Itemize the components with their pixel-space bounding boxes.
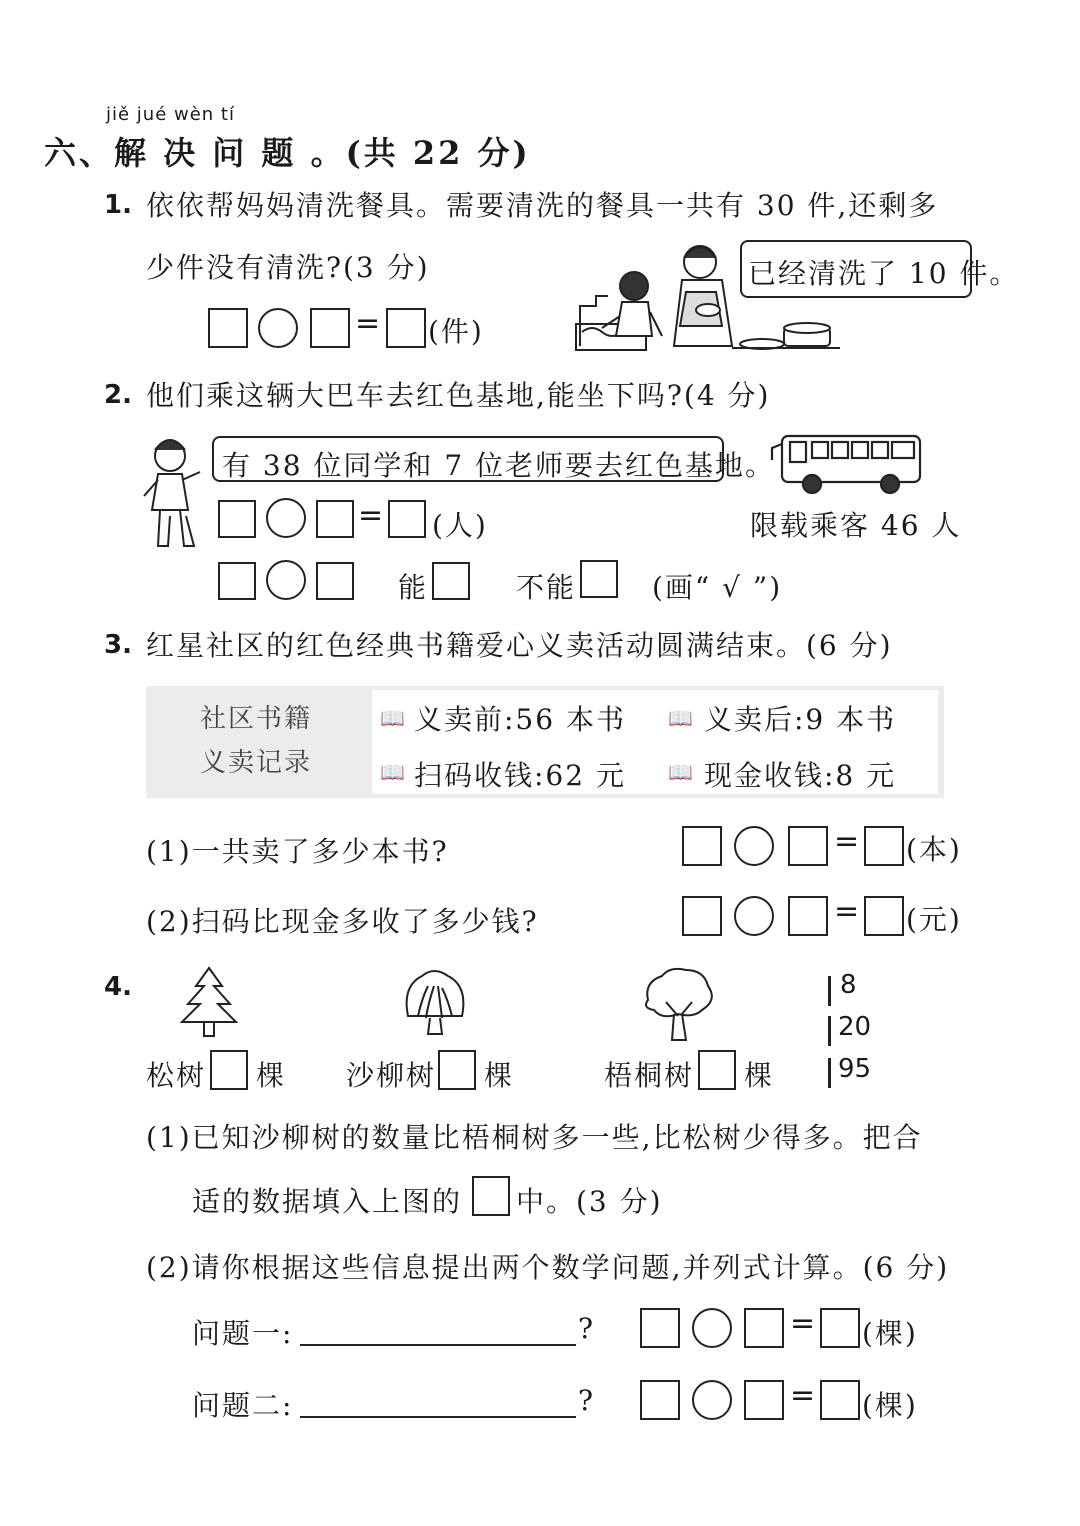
q4-sub2: (2)请你根据这些信息提出两个数学问题,并列式计算。(6 分) [146,1251,950,1284]
record-scan: 扫码收钱:62 元 [414,759,626,792]
q4-sub1-line1: (1)已知沙柳树的数量比梧桐树多一些,比松树少得多。把合 [146,1121,923,1154]
q2-text: 他们乘这辆大巴车去红色基地,能坐下吗?(4 分) [146,379,771,412]
equals-sign: = [355,306,381,341]
q3-number: 3. [104,630,132,660]
measure-word: 棵 [744,1059,775,1092]
operator-circle[interactable] [692,1308,732,1348]
answer-box[interactable] [386,308,426,348]
question-one-line[interactable] [300,1342,576,1346]
question-mark: ? [578,1312,596,1345]
operator-circle[interactable] [734,896,774,936]
answer-box[interactable] [218,500,256,538]
willow-count-box[interactable] [438,1050,476,1090]
answer-box[interactable] [208,308,248,348]
q1-speech-text: 已经清洗了 10 件。 [748,257,1020,290]
answer-box[interactable] [218,562,256,600]
q1-unit: (件) [428,315,484,348]
q1-line2: 少件没有清洗?(3 分) [146,251,430,284]
tree-label-pine: 松树 [146,1059,207,1092]
answer-box[interactable] [640,1380,680,1420]
paulownia-tree-icon [640,966,716,1042]
answer-box[interactable] [744,1308,784,1348]
q4-unit: (棵) [862,1389,918,1422]
answer-box[interactable] [864,896,904,936]
answer-box[interactable] [820,1380,860,1420]
answer-box[interactable] [682,896,722,936]
record-title-line2: 义卖记录 [200,748,313,778]
measure-word: 棵 [484,1059,515,1092]
willow-tree-icon [400,966,470,1038]
pine-tree-icon [176,966,242,1038]
answer-box[interactable] [864,826,904,866]
value-option: 20 [838,1012,872,1042]
value-option: 95 [838,1054,872,1084]
operator-circle[interactable] [258,308,298,348]
q4-unit: (棵) [862,1317,918,1350]
bus-icon [768,430,924,496]
q3-unit1: (本) [906,833,962,866]
section-title: 六、解 决 问 题 。(共 22 分) [44,134,531,172]
can-checkbox[interactable] [432,562,470,600]
operator-circle[interactable] [692,1380,732,1420]
record-after: 义卖后:9 本书 [704,703,897,736]
equals-sign: = [834,894,860,929]
compare-circle[interactable] [266,560,306,600]
measure-word: 棵 [256,1059,287,1092]
answer-box[interactable] [820,1308,860,1348]
operator-circle[interactable] [734,826,774,866]
answer-box[interactable] [316,500,354,538]
equals-sign: = [790,1378,816,1413]
q3-sub2: (2)扫码比现金多收了多少钱? [146,905,539,938]
q4-sub1-line2a: 适的数据填入上图的 [192,1185,463,1218]
q3-text: 红星社区的红色经典书籍爱心义卖活动圆满结束。(6 分) [146,629,893,662]
answer-box[interactable] [682,826,722,866]
equals-sign: = [834,824,860,859]
answer-box[interactable] [744,1380,784,1420]
q1-number: 1. [104,190,132,220]
cannot-label: 不能 [516,571,577,604]
answer-box[interactable] [310,308,350,348]
record-before: 义卖前:56 本书 [414,703,626,736]
arrow-icon [828,1058,831,1088]
tree-label-willow: 沙柳树 [346,1059,437,1092]
box-reference [472,1176,510,1216]
book-icon: 📖 [668,760,693,784]
book-icon: 📖 [380,760,405,784]
q2-number: 2. [104,380,132,410]
arrow-icon [828,976,831,1006]
answer-box[interactable] [640,1308,680,1348]
bus-capacity: 限载乘客 46 人 [750,509,962,542]
q4-sub1-line2b: 中。(3 分) [516,1185,663,1218]
q1-line1: 依依帮妈妈清洗餐具。需要清洗的餐具一共有 30 件,还剩多 [146,189,939,222]
cannot-checkbox[interactable] [580,560,618,598]
operator-circle[interactable] [266,498,306,538]
answer-box[interactable] [788,896,828,936]
question-two-label: 问题二: [192,1389,294,1422]
book-icon: 📖 [668,706,693,730]
q3-sub1: (1)一共卖了多少本书? [146,835,449,868]
question-mark: ? [578,1384,596,1417]
value-option: 8 [840,970,857,1000]
section-pinyin: jiě jué wèn tí [106,104,235,125]
equals-sign: = [790,1306,816,1341]
q2-unit: (人) [432,509,488,542]
can-label: 能 [398,571,429,604]
answer-box[interactable] [388,500,426,538]
answer-box[interactable] [316,562,354,600]
paulownia-count-box[interactable] [698,1050,736,1090]
q2-speech-text: 有 38 位同学和 7 位老师要去红色基地。 [222,449,776,482]
pine-count-box[interactable] [210,1050,248,1090]
q4-number: 4. [104,972,132,1002]
record-title-line1: 社区书籍 [200,704,313,734]
tree-label-paulownia: 梧桐树 [604,1059,695,1092]
q3-unit2: (元) [906,903,962,936]
record-cash: 现金收钱:8 元 [704,759,897,792]
boy-illustration [140,436,206,554]
arrow-icon [828,1016,831,1046]
equals-sign: = [358,498,384,533]
answer-box[interactable] [788,826,828,866]
check-hint: (画“ √ ”) [652,571,783,604]
book-icon: 📖 [380,706,405,730]
question-one-label: 问题一: [192,1317,294,1350]
question-two-line[interactable] [300,1414,576,1418]
